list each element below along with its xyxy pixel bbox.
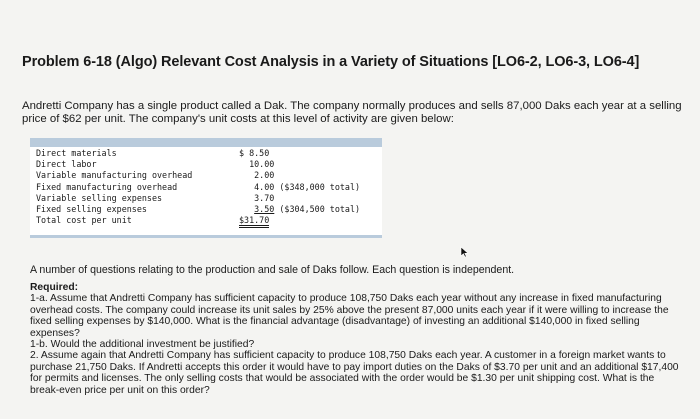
cost-table bbox=[36, 148, 360, 226]
table-row bbox=[36, 182, 360, 193]
row-amount: 4.00 ($348,000 total) bbox=[254, 181, 361, 192]
row-amount: 2.00 bbox=[254, 170, 275, 181]
table-header-bar bbox=[30, 138, 382, 147]
row-label: Fixed manufacturing overhead bbox=[36, 181, 178, 192]
table-row bbox=[36, 204, 360, 215]
table-row bbox=[36, 193, 360, 204]
question-1b: 1-b. Would the additional investment be justified? bbox=[30, 339, 255, 351]
required-heading: Required: bbox=[30, 282, 79, 293]
row-amount: 3.70 bbox=[254, 192, 275, 203]
table-row bbox=[36, 170, 360, 181]
row-amount: $ 8.50 bbox=[239, 148, 270, 158]
row-label: Direct labor bbox=[36, 159, 97, 170]
row-label: Variable manufacturing overhead bbox=[36, 170, 193, 181]
row-amount: $31.70 bbox=[238, 215, 360, 226]
question-2: 2. Assume again that Andretti Company has sufficient capacity to produce 108,750 Daks each year. A customer in a foreign market wants to purchase 21,750 Daks. If Andretti accepts this order it would have to pay import duties on the Daks of $3.70 per unit and an additional $17,400 for permits and licenses. The only selling costs that would be associated with the order would be $1.30 per unit shipping cost. What is the break-even price per unit on this order? bbox=[30, 350, 679, 396]
independent-note: A number of questions relating to the production and sale of Daks follow. Each question is independent. bbox=[30, 264, 515, 276]
table-row bbox=[36, 148, 360, 159]
unit-cost-table bbox=[30, 138, 382, 235]
question-1a: 1-a. Assume that Andretti Company has sufficient capacity to produce 108,750 Daks each year without any increase in fixed manufacturing overhead costs. The company could increase its unit sales by 25% above the present 87,000 units each year if it were willing to increase the fixed selling expenses by $140,000. What is the financial advantage (disadvantage) of investing an additional $140,000 in fixed selling expenses? bbox=[30, 293, 669, 339]
row-amount: 3.50 ($304,500 total) bbox=[254, 204, 361, 215]
row-note: ($304,500 total) bbox=[279, 204, 361, 215]
table-row-total bbox=[36, 215, 360, 226]
row-note: ($348,000 total) bbox=[279, 181, 361, 192]
intro-paragraph: Andretti Company has a single product called a Dak. The company normally produces and sells 87,000 Daks each year at a selling price of $62 per unit. The company's unit costs at this level of activity are given below: bbox=[22, 100, 682, 125]
row-label: Direct materials bbox=[36, 148, 117, 158]
row-amount: 10.00 bbox=[249, 159, 275, 170]
table-footer-bar bbox=[30, 235, 382, 238]
row-label: Fixed selling expenses bbox=[36, 204, 147, 215]
mouse-pointer-icon bbox=[460, 246, 469, 258]
row-label: Variable selling expenses bbox=[36, 192, 163, 203]
table-row bbox=[36, 159, 360, 170]
row-label: Total cost per unit bbox=[36, 215, 132, 226]
problem-title: Problem 6-18 (Algo) Relevant Cost Analysis in a Variety of Situations [LO6-2, LO6-3, LO6-4] bbox=[22, 54, 640, 70]
required-section bbox=[30, 282, 680, 396]
